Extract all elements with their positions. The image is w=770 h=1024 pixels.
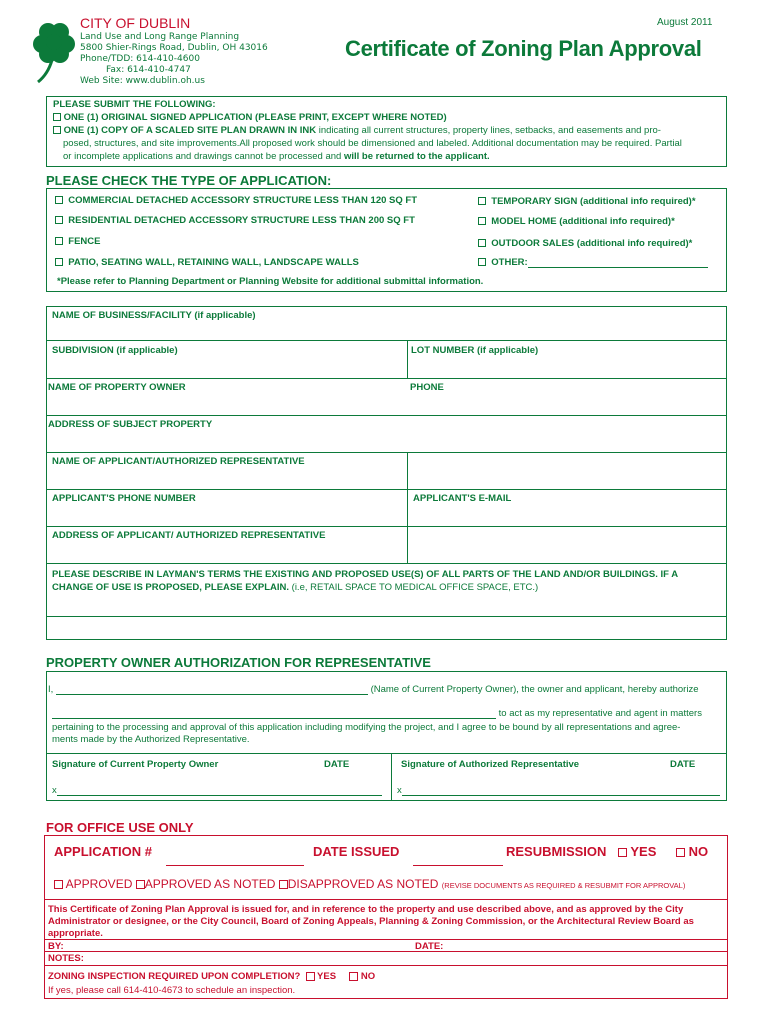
type-right-rule [726, 188, 727, 292]
checkbox-icon[interactable] [53, 113, 61, 121]
checkbox-icon[interactable] [478, 239, 486, 247]
type-note: *Please refer to Planning Department or Planning Website for additional submittal information. [57, 276, 484, 287]
checkbox-icon[interactable] [54, 880, 63, 889]
auth-heading-rule [46, 671, 727, 672]
shamrock-logo [30, 18, 80, 84]
checkbox-icon[interactable] [55, 196, 63, 204]
revise-note: (REVISE DOCUMENTS AS REQUIRED & RESUBMIT FOR APPROVAL) [441, 881, 686, 890]
date-issued-label: DATE ISSUED [313, 844, 400, 859]
inspection-yes[interactable]: YES [306, 971, 336, 982]
dept-address: 5800 Shier-Rings Road, Dublin, OH 43016 [80, 43, 268, 53]
owner-signature-label: Signature of Current Property Owner [52, 759, 219, 770]
type-bottom-rule [46, 291, 727, 292]
form-date: August 2011 [657, 17, 713, 28]
grid-col-rule [407, 452, 408, 563]
owner-name-field[interactable]: NAME OF PROPERTY OWNER [48, 382, 186, 393]
subdivision-field[interactable]: SUBDIVISION (if applicable) [52, 345, 178, 356]
auth-line-1: I, (Name of Current Property Owner), the owner and applicant, hereby authorize [48, 684, 699, 695]
applicant-address-field[interactable]: ADDRESS OF APPLICANT/ AUTHORIZED REPRESENTATIVE [52, 530, 326, 541]
rep-signature-label: Signature of Authorized Representative [401, 759, 580, 770]
date-label[interactable]: DATE: [415, 941, 444, 952]
resubmission-yes[interactable]: YES [618, 844, 656, 859]
resubmission-label: RESUBMISSION [506, 844, 607, 859]
inspection-no[interactable]: NO [349, 971, 375, 982]
applicant-phone-field[interactable]: APPLICANT'S PHONE NUMBER [52, 493, 196, 504]
date-issued-line[interactable] [413, 848, 503, 866]
certificate-text: This Certificate of Zoning Plan Approval is issued for, and in reference to the property and use described above, and as approved by the City Administrator or designee, or the City Council, Board of Zoning Appeals, Planning & Zoning Commission, or the Architectural Review Board as appropriate. [48, 904, 694, 939]
auth-left-rule [46, 671, 47, 801]
dept-name: Land Use and Long Range Planning [80, 32, 240, 42]
describe-use-field[interactable]: PLEASE DESCRIBE IN LAYMAN'S TERMS THE EXISTING AND PROPOSED USE(S) OF ALL PARTS OF THE LAND AND/OR BUILDINGS. IF A CHANGE OF USE IS PROPOSED, PLEASE EXPLAIN. (i.e, RETAIL SPACE TO MEDICAL OFFICE SPACE, ETC.) [52, 569, 679, 593]
approved-as-noted-option[interactable]: APPROVED AS NOTED [136, 877, 276, 891]
grid-rule [46, 415, 727, 416]
auth-heading: PROPERTY OWNER AUTHORIZATION FOR REPRESENTATIVE [46, 655, 431, 670]
checkbox-icon[interactable] [279, 880, 288, 889]
auth-line-3: pertaining to the processing and approval of this application including modifying the project, and I agree to be bound by all representations and agree- [52, 722, 681, 733]
submit-item-2-line-2: posed, structures, and site improvements.All proposed work should be dimensioned and labeled. Additional documentation may be required. Partial [63, 138, 682, 149]
dept-phone: Phone/TDD: 614-410-4600 [80, 54, 200, 64]
approved-option[interactable]: APPROVED [54, 877, 132, 891]
type-option-fence[interactable]: FENCE [55, 236, 100, 247]
checkbox-icon[interactable] [306, 972, 315, 981]
dept-web: Web Site: www.dublin.oh.us [80, 76, 205, 86]
property-address-field[interactable]: ADDRESS OF SUBJECT PROPERTY [48, 419, 213, 430]
type-option-outdoor-sales[interactable]: OUTDOOR SALES (additional info required)* [478, 238, 692, 249]
office-rule [44, 939, 728, 940]
grid-rule [46, 526, 727, 527]
inspection-question: ZONING INSPECTION REQUIRED UPON COMPLETION? YES NO [48, 971, 376, 982]
type-left-rule [46, 188, 47, 292]
office-rule [44, 951, 728, 952]
owner-signature-line[interactable]: x [52, 785, 382, 796]
type-option-other[interactable]: OTHER: [478, 257, 708, 268]
approval-options [54, 877, 685, 891]
checkbox-icon[interactable] [676, 848, 685, 857]
page-title: Certificate of Zoning Plan Approval [345, 36, 702, 61]
office-rule [44, 965, 728, 966]
checkbox-icon[interactable] [55, 237, 63, 245]
sig-row-rule [46, 753, 727, 754]
checkbox-icon[interactable] [53, 126, 61, 134]
checkbox-icon[interactable] [478, 197, 486, 205]
type-option-patio[interactable]: PATIO, SEATING WALL, RETAINING WALL, LANDSCAPE WALLS [55, 257, 359, 268]
lot-number-field[interactable]: LOT NUMBER (if applicable) [411, 345, 539, 356]
submit-item-1: ONE (1) ORIGINAL SIGNED APPLICATION (PLEASE PRINT, EXCEPT WHERE NOTED) [53, 112, 447, 123]
rep-signature-line[interactable]: x [397, 785, 720, 796]
submit-item-2-line-3: or incomplete applications and drawings cannot be processed and will be returned to the applicant. [63, 151, 490, 162]
grid-rule [46, 378, 727, 379]
by-label[interactable]: BY: [48, 941, 64, 952]
checkbox-icon[interactable] [136, 880, 145, 889]
resubmission-no[interactable]: NO [676, 844, 708, 859]
type-option-temp-sign[interactable]: TEMPORARY SIGN (additional info required)* [478, 196, 696, 207]
checkbox-icon[interactable] [55, 216, 63, 224]
auth-line-4: ments made by the Authorized Representative. [52, 734, 250, 745]
other-input-line[interactable] [528, 258, 708, 268]
inspection-call-text: If yes, please call 614-410-4673 to schedule an inspection. [48, 985, 296, 996]
grid-rule [46, 616, 727, 617]
owner-date-label: DATE [324, 759, 350, 770]
representative-name-line[interactable] [52, 709, 496, 719]
type-heading-rule [46, 188, 727, 189]
office-heading: FOR OFFICE USE ONLY [46, 820, 194, 835]
application-number-line[interactable] [166, 848, 304, 866]
type-option-model-home[interactable]: MODEL HOME (additional info required)* [478, 216, 675, 227]
type-option-commercial[interactable]: COMMERCIAL DETACHED ACCESSORY STRUCTURE LESS THAN 120 SQ FT [55, 195, 417, 206]
notes-label[interactable]: NOTES: [48, 953, 84, 964]
submit-item-2: ONE (1) COPY OF A SCALED SITE PLAN DRAWN IN INK indicating all current structures, property lines, setbacks, and easements and pro- [53, 125, 661, 136]
grid-rule [46, 563, 727, 564]
checkbox-icon[interactable] [478, 217, 486, 225]
submit-heading: PLEASE SUBMIT THE FOLLOWING: [53, 99, 216, 110]
dept-fax: Fax: 614-410-4747 [106, 65, 191, 75]
checkbox-icon[interactable] [349, 972, 358, 981]
auth-line-2: to act as my representative and agent in matters [52, 708, 702, 719]
owner-name-line[interactable] [56, 685, 368, 695]
grid-col-rule [407, 340, 408, 378]
grid-rule [46, 340, 727, 341]
office-rule [44, 899, 728, 900]
auth-right-rule [726, 671, 727, 801]
auth-bottom-rule [46, 800, 727, 801]
applicant-email-field[interactable]: APPLICANT'S E-MAIL [413, 493, 512, 504]
disapproved-option[interactable]: DISAPPROVED AS NOTED [279, 877, 439, 891]
sig-col-rule [391, 753, 392, 800]
owner-phone-field[interactable]: PHONE [410, 382, 444, 393]
application-number-label: APPLICATION # [54, 844, 152, 859]
checkbox-icon[interactable] [618, 848, 627, 857]
city-name: CITY OF DUBLIN [80, 15, 191, 31]
checkbox-icon[interactable] [55, 258, 63, 266]
rep-date-label: DATE [670, 759, 696, 770]
applicant-name-field[interactable]: NAME OF APPLICANT/AUTHORIZED REPRESENTATIVE [52, 456, 305, 467]
checkbox-icon[interactable] [478, 258, 486, 266]
type-option-residential[interactable]: RESIDENTIAL DETACHED ACCESSORY STRUCTURE LESS THAN 200 SQ FT [55, 215, 415, 226]
type-heading: PLEASE CHECK THE TYPE OF APPLICATION: [46, 173, 332, 188]
business-field[interactable]: NAME OF BUSINESS/FACILITY (if applicable) [52, 310, 256, 321]
grid-rule [46, 489, 727, 490]
grid-rule [46, 452, 727, 453]
